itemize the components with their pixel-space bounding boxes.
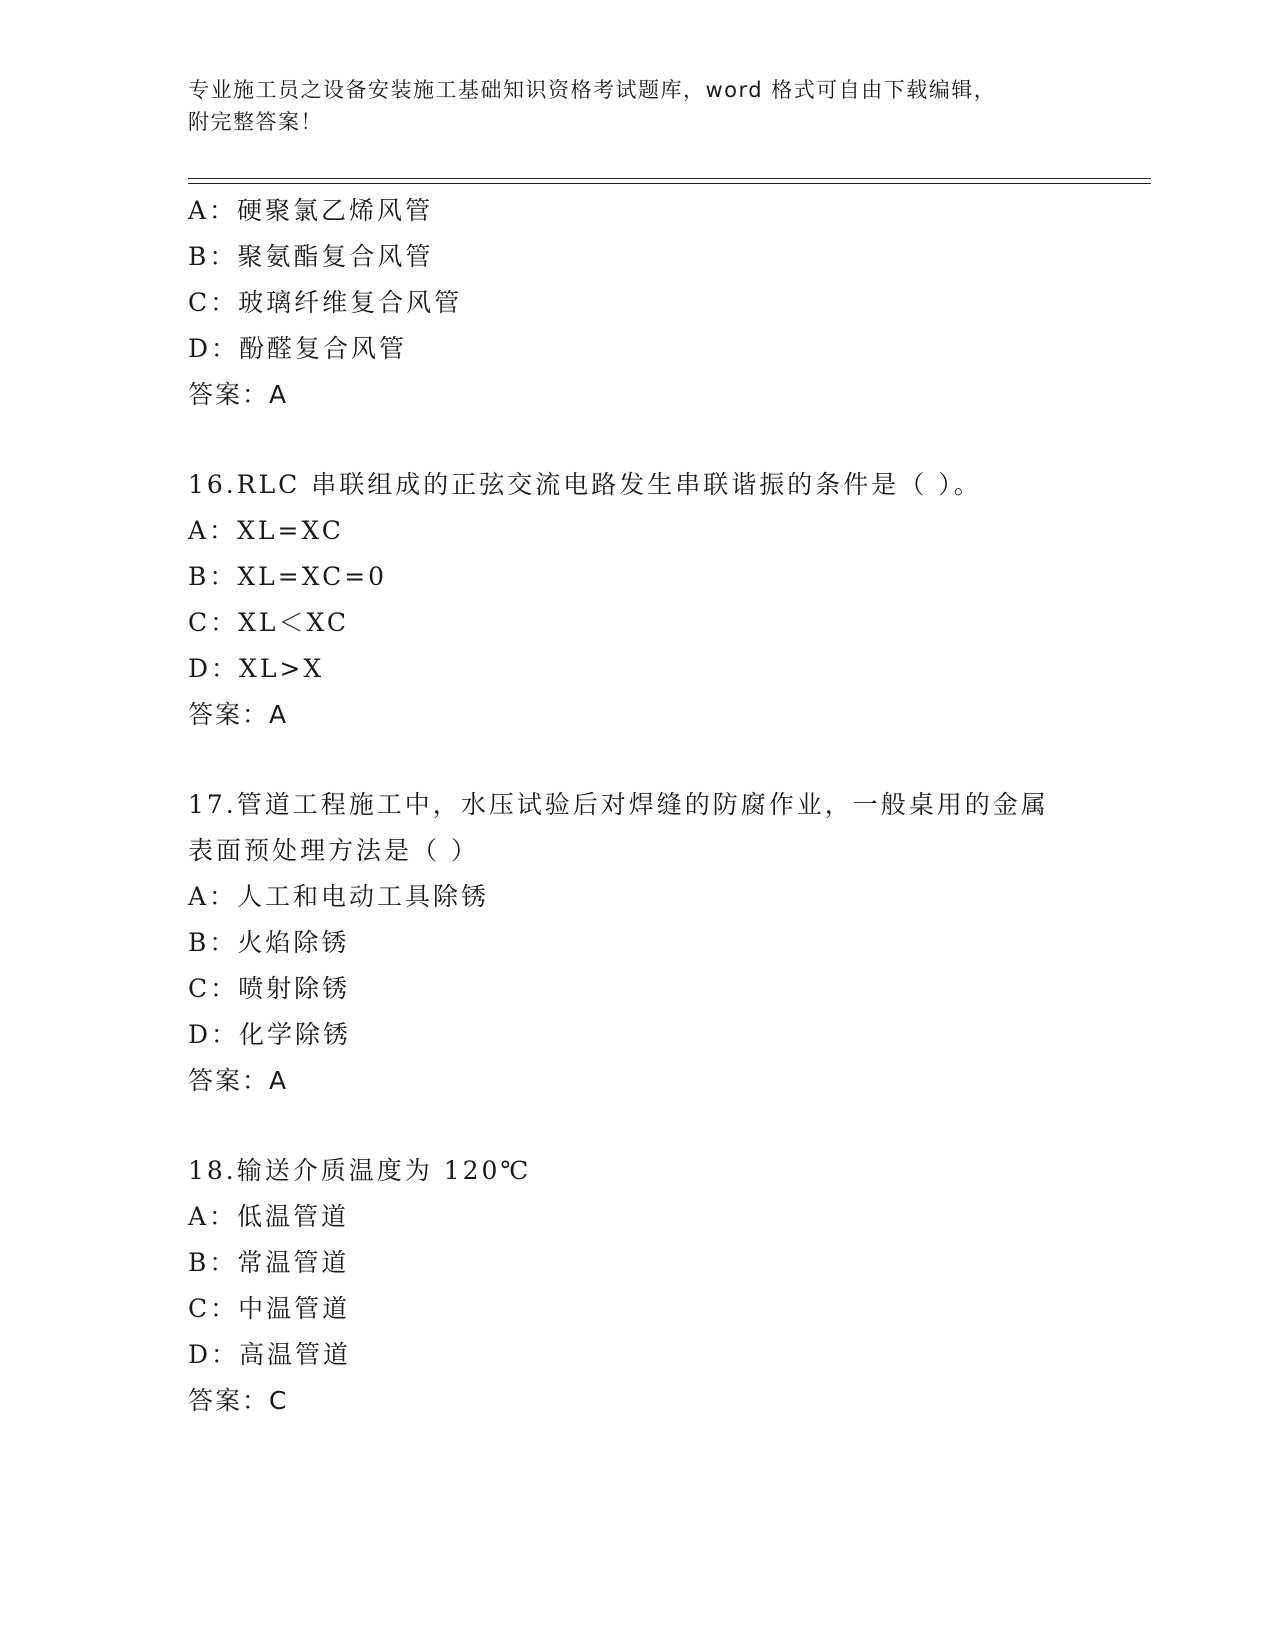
option-c: C：喷射除锈	[188, 974, 351, 1003]
option-d: D：化学除锈	[188, 1020, 352, 1049]
answer-label: 答案：A	[188, 1066, 289, 1095]
option-b: B：常温管道	[188, 1248, 350, 1277]
document-header	[188, 74, 1068, 138]
option-c: C：XL＜XC	[188, 608, 350, 637]
question-block-15	[188, 188, 1088, 418]
option-d: D：XL>X	[188, 654, 325, 683]
question-text: 18.输送介质温度为 120℃	[188, 1156, 532, 1185]
header-divider-bottom	[188, 183, 1151, 184]
option-a: A：低温管道	[188, 1202, 350, 1231]
question-block-17	[188, 782, 1088, 1104]
question-block-16	[188, 462, 1088, 738]
spacer	[188, 1104, 1088, 1148]
answer-label: 答案：A	[188, 380, 289, 409]
header-line-2: 附完整答案！	[188, 110, 323, 134]
question-block-18	[188, 1148, 1088, 1424]
option-a: A：人工和电动工具除锈	[188, 882, 490, 911]
answer-label: 答案：C	[188, 1386, 289, 1415]
option-d: D：酚醛复合风管	[188, 334, 408, 363]
spacer	[188, 738, 1088, 782]
option-b: B：XL=XC=0	[188, 562, 388, 591]
answer-label: 答案：A	[188, 700, 289, 729]
option-b: B：火焰除锈	[188, 928, 350, 957]
option-a: A：XL=XC	[188, 516, 344, 545]
question-text: 16.RLC 串联组成的正弦交流电路发生串联谐振的条件是（ ）。	[188, 470, 982, 499]
option-c: C：中温管道	[188, 1294, 351, 1323]
option-d: D：高温管道	[188, 1340, 352, 1369]
question-text-line-1: 17.管道工程施工中，水压试验后对焊缝的防腐作业，一般桌用的金属	[188, 790, 1049, 819]
option-b: B：聚氨酯复合风管	[188, 242, 434, 271]
header-line-1: 专业施工员之设备安装施工基础知识资格考试题库，word 格式可自由下载编辑，	[188, 78, 997, 102]
question-text-line-2: 表面预处理方法是（ ）	[188, 836, 479, 865]
spacer	[188, 418, 1088, 462]
question-content	[188, 188, 1088, 1424]
header-divider-top	[188, 178, 1151, 179]
option-c: C：玻璃纤维复合风管	[188, 288, 463, 317]
option-a: A：硬聚氯乙烯风管	[188, 196, 434, 225]
